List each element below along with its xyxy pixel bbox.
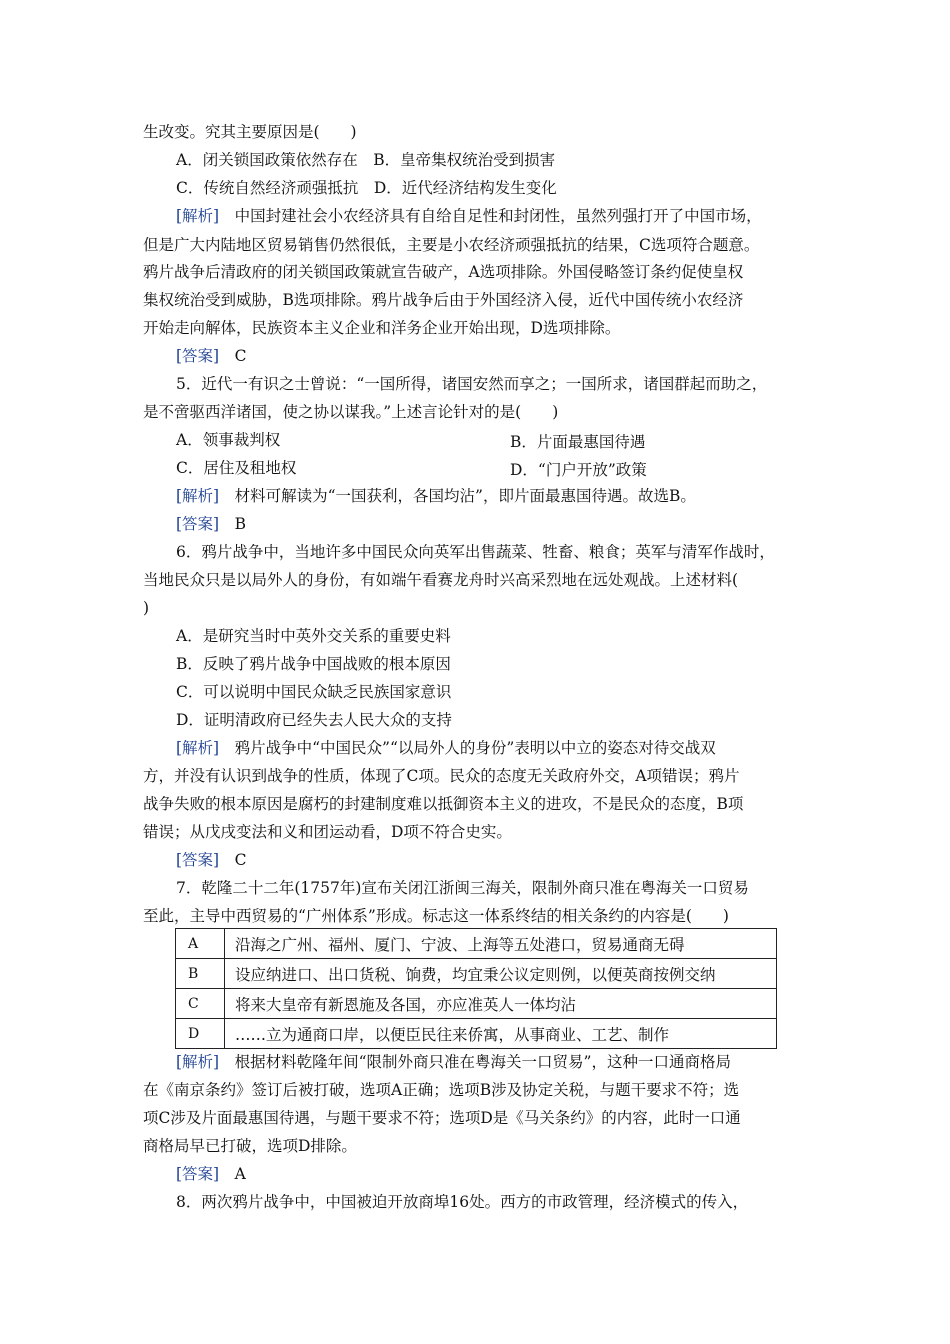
answer-tag: [答案] bbox=[176, 1165, 220, 1183]
q4-analysis-line-2: 但是广大内陆地区贸易销售仍然很低，主要是小农经济顽强抵抗的结果，C选项符合题意。 bbox=[143, 236, 760, 254]
table-cell-text: 沿海之广州、福州、厦门、宁波、上海等五处港口，贸易通商无碍 bbox=[225, 929, 777, 959]
q4-options-ab: A．闭关锁国政策依然存在 B．皇帝集权统治受到损害 bbox=[176, 151, 556, 169]
q6-stem-line-2: 当地民众只是以局外人的身份，有如端午看赛龙舟时兴高采烈地在远处观战。上述材料( bbox=[143, 571, 739, 589]
q6-answer: [答案] C bbox=[176, 851, 247, 869]
table-row bbox=[176, 989, 777, 1019]
q5-stem-line-1: 5．近代一有识之士曾说：“一国所得，诸国安然而享之；一国所求，诸国群起而助之， bbox=[176, 375, 768, 393]
q6-stem-line-3: ) bbox=[143, 599, 150, 617]
table-cell-key: A bbox=[176, 929, 225, 959]
q5-answer: [答案] B bbox=[176, 515, 246, 533]
q4-answer: [答案] C bbox=[176, 347, 247, 365]
table-cell-text: 设应纳进口、出口货税、饷费，均宜秉公议定则例，以便英商按例交纳 bbox=[225, 959, 777, 989]
analysis-tag: [解析] bbox=[176, 207, 220, 225]
q5-option-d: D．“门户开放”政策 bbox=[510, 461, 647, 479]
q6-stem-line-1: 6．鸦片战争中，当地许多中国民众向英军出售蔬菜、牲畜、粮食；英军与清军作战时， bbox=[176, 543, 775, 561]
table-cell-key: D bbox=[176, 1019, 225, 1049]
table-cell-text: 将来大皇帝有新恩施及各国，亦应准英人一体均沾 bbox=[225, 989, 777, 1019]
q7-answer: [答案] A bbox=[176, 1165, 246, 1183]
q6-analysis-line-3: 战争失败的根本原因是腐朽的封建制度难以抵御资本主义的进攻，不是民众的态度，B项 bbox=[143, 795, 744, 813]
q7-stem-line-2: 至此，主导中西贸易的“广州体系”形成。标志这一体系终结的相关条约的内容是( ) bbox=[143, 907, 729, 925]
q7-options-table bbox=[175, 928, 777, 1049]
q6-option-c: C．可以说明中国民众缺乏民族国家意识 bbox=[176, 683, 452, 701]
q5-option-b: B．片面最惠国待遇 bbox=[510, 433, 646, 451]
q4-analysis-line-1: [解析] 中国封建社会小农经济具有自给自足性和封闭性，虽然列强打开了中国市场， bbox=[176, 207, 762, 225]
q4-analysis-line-3: 鸦片战争后清政府的闭关锁国政策就宣告破产，A选项排除。外国侵略签订条约促使皇权 bbox=[143, 263, 744, 281]
answer-tag: [答案] bbox=[176, 347, 220, 365]
q4-analysis-line-5: 开始走向解体，民族资本主义企业和洋务企业开始出现，D选项排除。 bbox=[143, 319, 621, 337]
answer-tag: [答案] bbox=[176, 851, 220, 869]
table-row bbox=[176, 959, 777, 989]
table-row bbox=[176, 1019, 777, 1049]
q7-analysis-line-3: 项C涉及片面最惠国待遇，与题干要求不符；选项D是《马关条约》的内容，此时一口通 bbox=[143, 1109, 741, 1127]
analysis-tag: [解析] bbox=[176, 487, 220, 505]
q7-stem-line-1: 7．乾隆二十二年(1757年)宣布关闭江浙闽三海关，限制外商只准在粤海关一口贸易 bbox=[176, 879, 749, 897]
analysis-tag: [解析] bbox=[176, 1053, 220, 1071]
q7-analysis-line-2: 在《南京条约》签订后被打破，选项A正确；选项B涉及协定关税，与题干要求不符；选 bbox=[143, 1081, 740, 1099]
q6-option-d: D．证明清政府已经失去人民大众的支持 bbox=[176, 711, 452, 729]
q6-analysis-line-2: 方，并没有认识到战争的性质，体现了C项。民众的态度无关政府外交，A项错误；鸦片 bbox=[143, 767, 740, 785]
answer-tag: [答案] bbox=[176, 515, 220, 533]
q6-analysis-line-1: [解析] 鸦片战争中“中国民众”“以局外人的身份”表明以中立的姿态对待交战双 bbox=[176, 739, 716, 757]
q5-analysis: [解析] 材料可解读为“一国获利，各国均沾”，即片面最惠国待遇。故选B。 bbox=[176, 487, 696, 505]
table-row bbox=[176, 929, 777, 959]
analysis-tag: [解析] bbox=[176, 739, 220, 757]
table-cell-key: C bbox=[176, 989, 225, 1019]
q6-analysis-line-4: 错误；从戊戌变法和义和团运动看，D项不符合史实。 bbox=[143, 823, 512, 841]
q6-option-b: B．反映了鸦片战争中国战败的根本原因 bbox=[176, 655, 451, 673]
q4-stem-end: 生改变。究其主要原因是( ) bbox=[143, 123, 357, 141]
q5-option-a: A．领事裁判权 bbox=[176, 431, 281, 449]
q4-analysis-line-4: 集权统治受到威胁，B选项排除。鸦片战争后由于外国经济入侵，近代中国传统小农经济 bbox=[143, 291, 744, 309]
q4-options-cd: C．传统自然经济顽强抵抗 D．近代经济结构发生变化 bbox=[176, 179, 557, 197]
table-cell-text: ……立为通商口岸，以便臣民往来侨寓，从事商业、工艺、制作 bbox=[225, 1019, 777, 1049]
q7-analysis-line-4: 商格局早已打破，选项D排除。 bbox=[143, 1137, 357, 1155]
q6-option-a: A．是研究当时中英外交关系的重要史料 bbox=[176, 627, 451, 645]
q5-option-c: C．居住及租地权 bbox=[176, 459, 297, 477]
q5-stem-line-2: 是不啻驱西洋诸国，使之协以谋我。”上述言论针对的是( ) bbox=[143, 403, 559, 421]
table-cell-key: B bbox=[176, 959, 225, 989]
q8-stem-line-1: 8．两次鸦片战争中，中国被迫开放商埠16处。西方的市政管理，经济模式的传入， bbox=[176, 1193, 749, 1211]
q7-analysis-line-1: [解析] 根据材料乾隆年间“限制外商只准在粤海关一口贸易”，这种一口通商格局 bbox=[176, 1053, 731, 1071]
